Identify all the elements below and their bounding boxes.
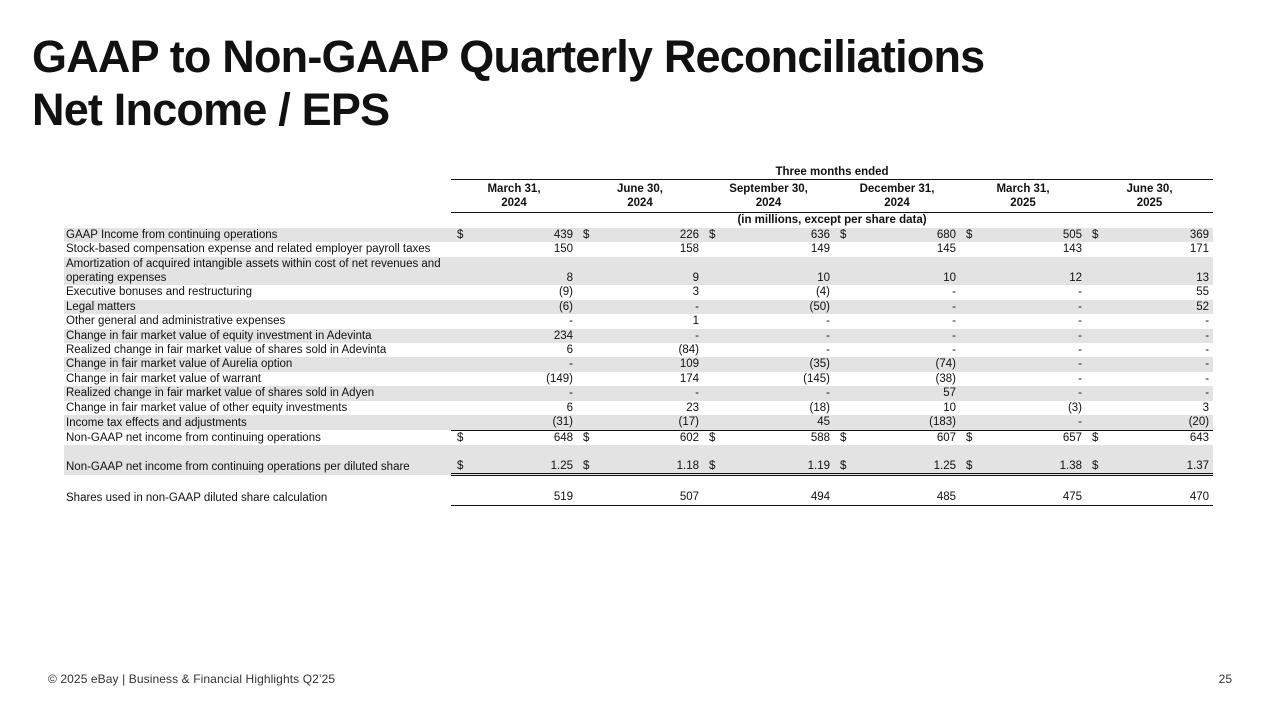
page-title: [32, 30, 1232, 136]
value-cell: 369: [1106, 228, 1213, 242]
period-date: December 31,: [859, 183, 935, 196]
currency-cell: [451, 314, 471, 328]
period-year: 2024: [627, 197, 653, 210]
value-cell: (38): [935, 372, 956, 385]
value-cell: -: [1106, 357, 1213, 371]
spacer-row: [64, 475, 1213, 491]
period-date: March 31,: [487, 183, 541, 196]
value-cell: -: [569, 315, 573, 328]
currency-cell: $: [451, 430, 471, 445]
currency-cell: [451, 490, 471, 505]
header-empty-cell: [64, 180, 451, 213]
currency-cell: [577, 343, 597, 357]
value-cell: -: [597, 386, 703, 400]
currency-cell: $: [451, 228, 471, 242]
value-cell: -: [1078, 372, 1082, 385]
currency-cell: [834, 329, 854, 343]
units-row: [64, 213, 1213, 228]
currency-cell: $: [703, 459, 723, 475]
table-row: [64, 490, 1213, 505]
value-cell: (50): [723, 300, 834, 314]
value-cell: 657: [980, 430, 1086, 445]
value-cell: 10: [854, 257, 960, 286]
currency-cell: [703, 401, 723, 415]
table-row: [64, 343, 1213, 357]
period-year: 2024: [501, 197, 527, 210]
row-label: Non-GAAP net income from continuing operations per diluted share: [64, 459, 451, 475]
value-cell: 55: [1196, 286, 1210, 299]
currency-cell: [451, 372, 471, 386]
value-cell: 507: [597, 490, 703, 505]
value-cell: 519: [471, 490, 577, 505]
period-header: [960, 180, 1086, 213]
currency-cell: $: [960, 228, 980, 242]
table-row: [64, 285, 1213, 299]
value-cell: 439: [471, 228, 577, 242]
value-cell: 9: [597, 257, 703, 286]
value-cell: 3: [692, 286, 699, 299]
title-line-1: GAAP to Non-GAAP Quarterly Reconciliations: [32, 31, 985, 82]
value-cell: -: [1205, 372, 1210, 385]
currency-cell: [834, 386, 854, 400]
currency-cell: $: [577, 459, 597, 475]
currency-cell: [960, 343, 980, 357]
period-year: 2024: [755, 197, 782, 210]
currency-cell: [834, 285, 854, 299]
value-cell: -: [980, 329, 1086, 343]
value-cell: 505: [980, 228, 1086, 242]
row-label: GAAP Income from continuing operations: [64, 228, 451, 242]
value-cell: 226: [597, 228, 703, 242]
value-cell: (183): [854, 415, 960, 430]
period-date: June 30,: [616, 183, 664, 196]
value-cell: 3: [1202, 401, 1210, 414]
currency-cell: [1086, 415, 1106, 430]
value-cell: 1: [692, 315, 699, 328]
value-cell: (84): [678, 344, 699, 357]
value-cell: -: [1205, 315, 1210, 328]
value-cell: 636: [723, 228, 834, 242]
currency-cell: [834, 314, 854, 328]
table-row: [64, 300, 1213, 314]
table-row: [64, 314, 1213, 328]
row-label: Executive bonuses and restructuring: [66, 286, 253, 299]
value-cell: -: [723, 386, 834, 400]
currency-cell: $: [451, 459, 471, 475]
value-cell: (4): [815, 286, 830, 299]
currency-cell: $: [1086, 228, 1106, 242]
currency-cell: [451, 415, 471, 430]
currency-cell: [703, 242, 723, 256]
currency-cell: [1086, 257, 1106, 286]
currency-cell: [960, 242, 980, 256]
currency-cell: [960, 386, 980, 400]
table-row: [64, 415, 1213, 430]
currency-cell: $: [577, 430, 597, 445]
currency-cell: [834, 357, 854, 371]
row-label: Legal matters: [64, 300, 451, 314]
currency-cell: [577, 300, 597, 314]
currency-cell: [834, 372, 854, 386]
value-cell: 143: [1062, 243, 1082, 256]
value-cell: 602: [597, 430, 703, 445]
currency-cell: [703, 372, 723, 386]
reconciliation-table: [64, 165, 1213, 506]
currency-cell: [960, 329, 980, 343]
spacer-cell: [64, 445, 1213, 459]
currency-cell: $: [1086, 430, 1106, 445]
title-line-2: Net Income / EPS: [32, 84, 390, 135]
value-cell: -: [471, 357, 577, 371]
value-cell: -: [826, 315, 830, 328]
currency-cell: [577, 285, 597, 299]
value-cell: (35): [723, 357, 834, 371]
value-cell: -: [471, 386, 577, 400]
table-row: [64, 242, 1213, 256]
value-cell: 109: [597, 357, 703, 371]
value-cell: 174: [679, 372, 699, 385]
currency-cell: [703, 257, 723, 286]
value-cell: 171: [1189, 243, 1210, 256]
value-cell: 6: [566, 401, 573, 414]
value-cell: -: [1205, 344, 1210, 357]
table-row: [64, 357, 1213, 371]
value-cell: -: [980, 300, 1086, 314]
spacer-cell: [64, 475, 1213, 491]
currency-cell: [577, 386, 597, 400]
row-label: Income tax effects and adjustments: [64, 415, 451, 430]
currency-cell: [1086, 285, 1106, 299]
value-cell: 158: [679, 243, 699, 256]
period-header: [1086, 180, 1213, 213]
value-cell: (18): [809, 401, 830, 414]
currency-cell: $: [960, 430, 980, 445]
period-year: 2024: [884, 197, 910, 210]
value-cell: 149: [810, 243, 830, 256]
currency-cell: [960, 401, 980, 415]
value-cell: 10: [723, 257, 834, 286]
currency-cell: [834, 415, 854, 430]
period-date: June 30,: [1126, 183, 1173, 196]
header-group-label: Three months ended: [451, 165, 1213, 180]
period-header: [703, 180, 834, 213]
value-cell: 10: [943, 401, 956, 414]
value-cell: -: [597, 329, 703, 343]
currency-cell: [451, 343, 471, 357]
value-cell: -: [826, 344, 830, 357]
currency-cell: [703, 285, 723, 299]
currency-cell: [1086, 401, 1106, 415]
value-cell: 8: [471, 257, 577, 286]
table-row: [64, 228, 1213, 242]
currency-cell: [703, 490, 723, 505]
currency-cell: $: [834, 459, 854, 475]
currency-cell: [577, 242, 597, 256]
value-cell: -: [854, 329, 960, 343]
currency-cell: [960, 490, 980, 505]
value-cell: (74): [854, 357, 960, 371]
header-empty-cell: [64, 165, 451, 180]
value-cell: 643: [1106, 430, 1213, 445]
currency-cell: [960, 257, 980, 286]
currency-cell: [703, 329, 723, 343]
value-cell: -: [1078, 344, 1082, 357]
value-cell: 52: [1106, 300, 1213, 314]
period-date: September 30,: [729, 183, 808, 196]
row-label: Change in fair market value of Aurelia option: [64, 357, 451, 371]
row-label: Stock-based compensation expense and related employer payroll taxes: [66, 243, 431, 256]
value-cell: 150: [553, 243, 573, 256]
currency-cell: [703, 314, 723, 328]
value-cell: (9): [558, 286, 573, 299]
value-cell: (6): [471, 300, 577, 314]
value-cell: -: [854, 300, 960, 314]
value-cell: -: [1106, 386, 1213, 400]
header-dates-row: [64, 180, 1213, 213]
value-cell: 1.19: [723, 459, 834, 475]
value-cell: -: [952, 286, 956, 299]
value-cell: 494: [723, 490, 834, 505]
value-cell: 234: [471, 329, 577, 343]
table-row: [64, 257, 1213, 286]
currency-cell: $: [834, 228, 854, 242]
period-header: [577, 180, 703, 213]
currency-cell: [451, 300, 471, 314]
currency-cell: [1086, 314, 1106, 328]
currency-cell: [451, 242, 471, 256]
currency-cell: [703, 386, 723, 400]
currency-cell: [1086, 343, 1106, 357]
value-cell: 1.38: [980, 459, 1086, 475]
value-cell: (31): [471, 415, 577, 430]
currency-cell: $: [703, 228, 723, 242]
currency-cell: $: [1086, 459, 1106, 475]
currency-cell: [834, 490, 854, 505]
value-cell: 45: [723, 415, 834, 430]
currency-cell: [1086, 372, 1106, 386]
currency-cell: $: [577, 228, 597, 242]
currency-cell: [577, 490, 597, 505]
currency-cell: [834, 300, 854, 314]
table-row: [64, 329, 1213, 343]
value-cell: (149): [546, 372, 573, 385]
value-cell: 13: [1106, 257, 1213, 286]
spacer-row: [64, 445, 1213, 459]
currency-cell: [703, 343, 723, 357]
value-cell: 475: [980, 490, 1086, 505]
currency-cell: [960, 357, 980, 371]
currency-cell: [1086, 242, 1106, 256]
currency-cell: [703, 300, 723, 314]
currency-cell: $: [703, 430, 723, 445]
table-row: [64, 386, 1213, 400]
value-cell: 680: [854, 228, 960, 242]
period-year: 2025: [1136, 197, 1163, 210]
period-header: [834, 180, 960, 213]
header-empty-cell: [64, 213, 451, 228]
currency-cell: [577, 257, 597, 286]
value-cell: -: [723, 329, 834, 343]
currency-cell: [834, 257, 854, 286]
currency-cell: [960, 314, 980, 328]
value-cell: -: [952, 344, 956, 357]
value-cell: 23: [686, 401, 699, 414]
value-cell: 607: [854, 430, 960, 445]
currency-cell: [577, 415, 597, 430]
value-cell: -: [952, 315, 956, 328]
row-label: Change in fair market value of other equity investments: [66, 401, 348, 414]
row-label: Non-GAAP net income from continuing operations: [66, 431, 321, 444]
currency-cell: [1086, 300, 1106, 314]
table-row: [64, 372, 1213, 386]
currency-cell: [1086, 329, 1106, 343]
currency-cell: [834, 242, 854, 256]
currency-cell: [577, 372, 597, 386]
currency-cell: [834, 343, 854, 357]
value-cell: 1.37: [1106, 459, 1213, 475]
table-row: [64, 401, 1213, 415]
value-cell: -: [980, 357, 1086, 371]
value-cell: 1.18: [597, 459, 703, 475]
currency-cell: [451, 285, 471, 299]
value-cell: 57: [854, 386, 960, 400]
period-header: [451, 180, 577, 213]
currency-cell: [1086, 386, 1106, 400]
currency-cell: [960, 285, 980, 299]
period-year: 2025: [1010, 197, 1036, 210]
value-cell: (20): [1106, 415, 1213, 430]
value-cell: 6: [566, 344, 573, 357]
value-cell: 145: [936, 243, 956, 256]
currency-cell: [451, 257, 471, 286]
value-cell: (17): [597, 415, 703, 430]
currency-cell: [451, 357, 471, 371]
value-cell: 1.25: [854, 459, 960, 475]
value-cell: -: [980, 386, 1086, 400]
currency-cell: [577, 329, 597, 343]
currency-cell: [960, 300, 980, 314]
value-cell: (3): [1067, 401, 1082, 414]
currency-cell: [703, 357, 723, 371]
units-note: (in millions, except per share data): [737, 214, 927, 227]
value-cell: 588: [723, 430, 834, 445]
currency-cell: $: [834, 430, 854, 445]
currency-cell: [577, 314, 597, 328]
currency-cell: [577, 401, 597, 415]
currency-cell: [703, 415, 723, 430]
value-cell: -: [980, 415, 1086, 430]
value-cell: 485: [854, 490, 960, 505]
table-row: [64, 430, 1213, 445]
value-cell: 1.25: [471, 459, 577, 475]
row-label: Realized change in fair market value of shares sold in Adyen: [64, 386, 451, 400]
value-cell: 648: [471, 430, 577, 445]
row-label: Change in fair market value of warrant: [66, 372, 261, 385]
row-label: Realized change in fair market value of shares sold in Adevinta: [66, 344, 387, 357]
footer-text: © 2025 eBay | Business & Financial Highlights Q2’25: [48, 672, 336, 686]
currency-cell: [451, 401, 471, 415]
currency-cell: [834, 401, 854, 415]
value-cell: (145): [803, 372, 830, 385]
currency-cell: [1086, 490, 1106, 505]
currency-cell: [451, 386, 471, 400]
value-cell: 470: [1106, 490, 1213, 505]
row-label: Change in fair market value of equity investment in Adevinta: [64, 329, 451, 343]
currency-cell: [577, 357, 597, 371]
value-cell: -: [1106, 329, 1213, 343]
currency-cell: [960, 372, 980, 386]
value-cell: 12: [980, 257, 1086, 286]
page-number: 25: [1218, 672, 1232, 686]
currency-cell: [1086, 357, 1106, 371]
value-cell: -: [597, 300, 703, 314]
table-row: [64, 459, 1213, 475]
value-cell: -: [1078, 315, 1082, 328]
row-label: Amortization of acquired intangible assets within cost of net revenues and operating expenses: [64, 257, 451, 286]
currency-cell: $: [960, 459, 980, 475]
row-label: Shares used in non-GAAP diluted share calculation: [66, 491, 328, 504]
value-cell: -: [1078, 286, 1082, 299]
row-label: Other general and administrative expenses: [66, 315, 286, 328]
currency-cell: [451, 329, 471, 343]
header-group-row: [64, 165, 1213, 180]
currency-cell: [960, 415, 980, 430]
period-date: March 31,: [996, 183, 1050, 196]
